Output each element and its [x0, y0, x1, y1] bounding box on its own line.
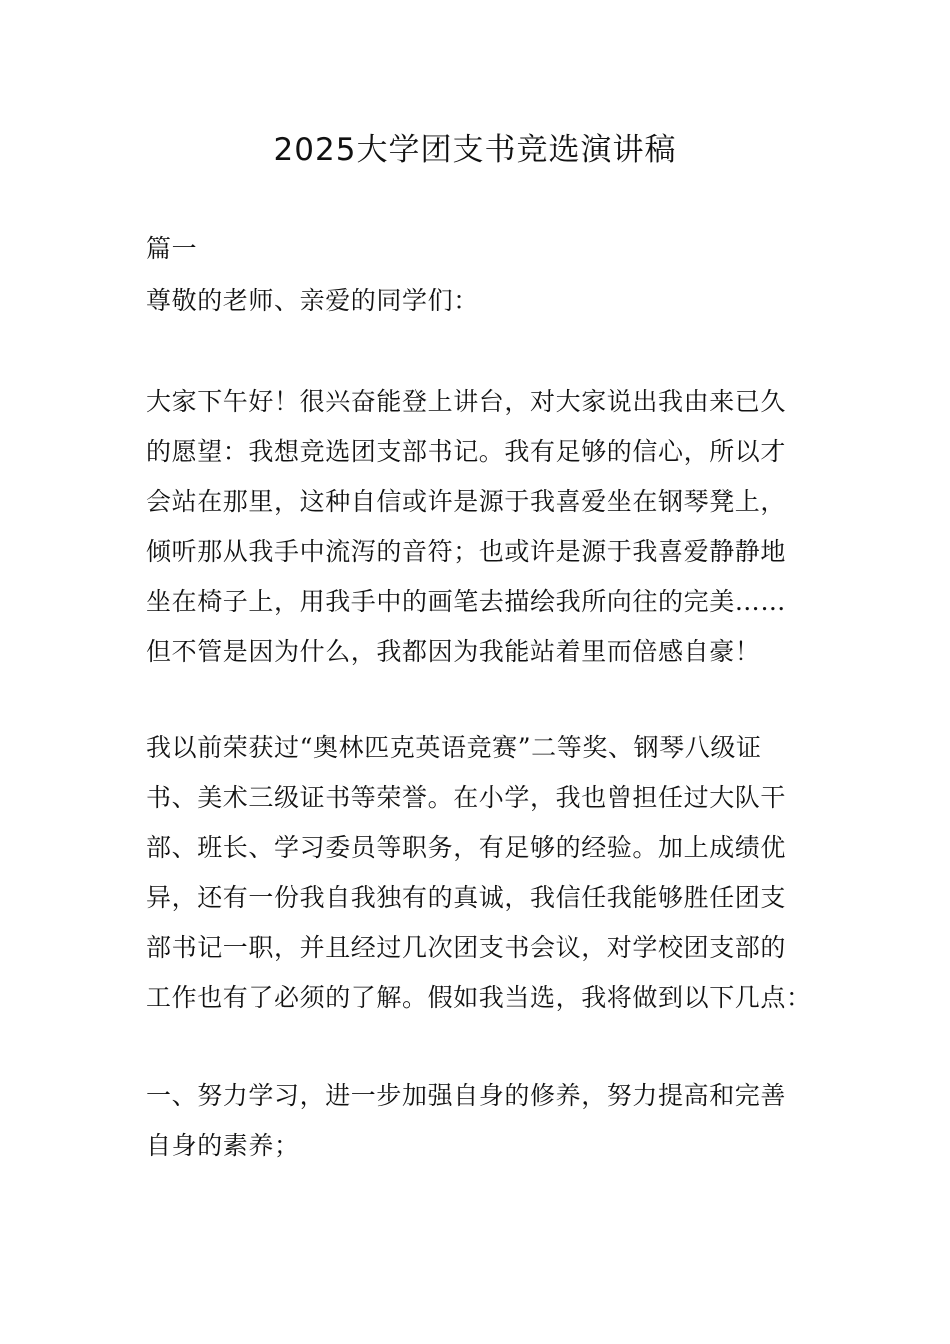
- paragraph-line: 大家下午好！很兴奋能登上讲台，对大家说出我由来已久: [146, 387, 787, 416]
- paragraph-line: 部书记一职，并且经过几次团支书会议，对学校团支部的: [146, 933, 787, 962]
- paragraph-line: 会站在那里，这种自信或许是源于我喜爱坐在钢琴凳上，: [146, 487, 787, 516]
- paragraph-line: 自身的素养；: [146, 1131, 300, 1160]
- paragraph-line: 的愿望：我想竞选团支部书记。我有足够的信心，所以才: [146, 437, 787, 466]
- document-title: 2025大学团支书竞选演讲稿: [273, 132, 677, 168]
- paragraph-line: 倾听那从我手中流泻的音符；也或许是源于我喜爱静静地: [146, 537, 787, 566]
- paragraph-line: 部、班长、学习委员等职务，有足够的经验。加上成绩优: [146, 833, 787, 862]
- paragraph-line: 异，还有一份我自我独有的真诚，我信任我能够胜任团支: [146, 883, 787, 912]
- paragraph-line: 但不管是因为什么，我都因为我能站着里而倍感自豪！: [146, 637, 761, 666]
- paragraph-line: 坐在椅子上，用我手中的画笔去描绘我所向往的完美……: [146, 587, 787, 616]
- paragraph-line: 我以前荣获过“奥林匹克英语竞赛”二等奖、钢琴八级证: [146, 733, 762, 762]
- salutation: 尊敬的老师、亲爱的同学们：: [146, 286, 479, 315]
- paragraph-line: 书、美术三级证书等荣誉。在小学，我也曾担任过大队干: [146, 783, 787, 812]
- paragraph-line: 一、努力学习，进一步加强自身的修养，努力提高和完善: [146, 1081, 787, 1110]
- section-label: 篇一: [146, 234, 198, 263]
- paragraph-line: 工作也有了必须的了解。假如我当选，我将做到以下几点：: [146, 983, 812, 1012]
